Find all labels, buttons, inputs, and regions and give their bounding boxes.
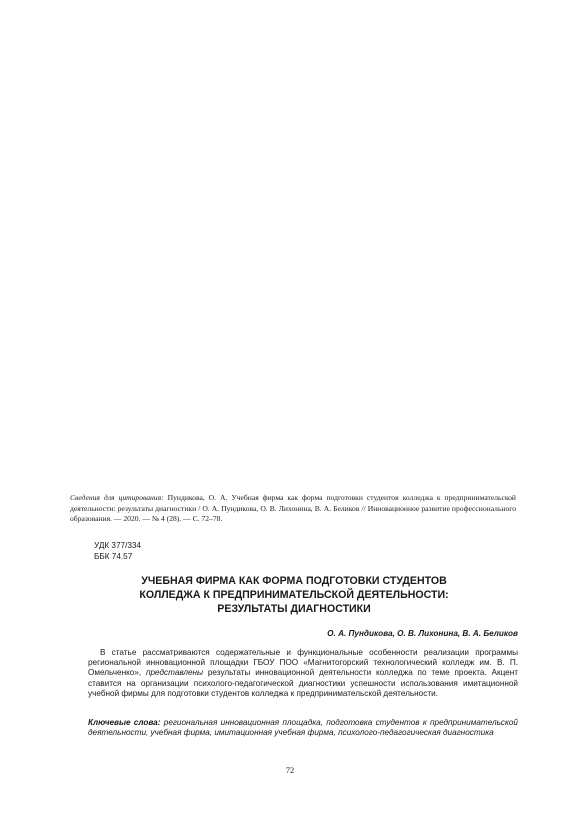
classifier-codes [94, 541, 141, 562]
article-title [80, 574, 508, 616]
keywords-label: Ключевые слова: [88, 718, 161, 727]
abstract [88, 648, 518, 699]
page-number: 72 [285, 765, 295, 775]
udk-code: УДК 377/334 [94, 541, 142, 550]
abstract-text-1: В статье рассматриваются содержательные и функциональные особенности реализации программы региональной инновационной площадки ГБОУ ПОО «Магнитогорский технологический колледж им. В. П. Омельченко», [88, 648, 518, 678]
keywords-text: региональная инновационная площадка, подготовка студентов к предпринимательской деятельности, учебная фирма, имитационная учебная фирма, психолого-педагогическая диагностика [88, 718, 518, 738]
title-line-1: УЧЕБНАЯ ФИРМА КАК ФОРМА ПОДГОТОВКИ СТУДЕНТОВ [141, 575, 447, 587]
keywords [88, 718, 518, 738]
citation-block [70, 493, 516, 525]
abstract-text-emphasis: представлены [145, 668, 204, 678]
citation-label: Сведения для цитирования: [70, 493, 164, 502]
title-line-3: РЕЗУЛЬТАТЫ ДИАГНОСТИКИ [217, 603, 371, 615]
abstract-text-2: результаты инновационной деятельности колледжа по теме проекта. Акцент ставится на организации психолого-педагогической диагностики успешности использования имитационной учебной фирмы для подготовки студентов колледжа к предпринимательской деятельности. [88, 668, 518, 698]
authors-line: О. А. Пундикова, О. В. Лихонина, В. А. Беликов [327, 629, 518, 638]
citation-text: Пундикова, О. А. Учебная фирма как форма подготовки студентов колледжа к предпринимательской деятельности: результаты диагностики / О. А. Пундикова, О. В. Лихонина, В. А. Беликов // Инновационное развитие профессионального образования. — 2020. — № 4 (28). — С. 72–78. [70, 493, 516, 523]
title-line-2: КОЛЛЕДЖА К ПРЕДПРИНИМАТЕЛЬСКОЙ ДЕЯТЕЛЬНОСТИ: [139, 589, 449, 601]
bbk-code: ББК 74.57 [94, 551, 133, 561]
